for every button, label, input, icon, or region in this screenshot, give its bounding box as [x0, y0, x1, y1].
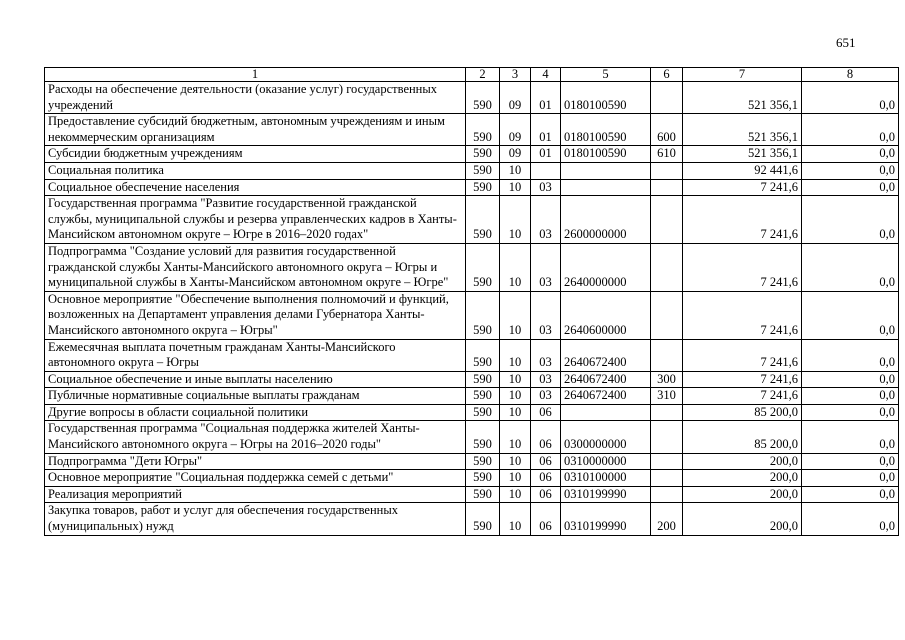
column-number-row [45, 68, 899, 82]
cell-amount: 7 241,6 [683, 371, 802, 388]
cell-target-article: 2640600000 [561, 291, 651, 339]
cell-target-article: 0310100000 [561, 470, 651, 487]
cell-target-article: 0180100590 [561, 114, 651, 146]
cell-amount-2: 0,0 [802, 470, 899, 487]
table-row [45, 388, 899, 405]
cell-amount: 521 356,1 [683, 82, 802, 114]
table-row [45, 243, 899, 291]
row-description: Государственная программа "Развитие государственной гражданской службы, муниципальной службы и резерва управленческих кадров в Ханты-Мансийском автономном округе – Югре в 2016–2020 годах" [45, 196, 466, 244]
cell-subsection: 06 [531, 404, 561, 421]
cell-code: 590 [466, 453, 500, 470]
cell-target-article: 0180100590 [561, 146, 651, 163]
cell-subsection: 01 [531, 114, 561, 146]
column-number: 1 [45, 68, 466, 82]
cell-amount-2: 0,0 [802, 371, 899, 388]
cell-expense-type [651, 196, 683, 244]
cell-code: 590 [466, 243, 500, 291]
row-description: Подпрограмма "Дети Югры" [45, 453, 466, 470]
cell-expense-type [651, 453, 683, 470]
budget-table [44, 67, 899, 536]
cell-amount: 7 241,6 [683, 243, 802, 291]
row-description: Социальное обеспечение населения [45, 179, 466, 196]
cell-amount-2: 0,0 [802, 114, 899, 146]
cell-amount: 7 241,6 [683, 291, 802, 339]
cell-amount-2: 0,0 [802, 421, 899, 453]
row-description: Субсидии бюджетным учреждениям [45, 146, 466, 163]
cell-target-article [561, 404, 651, 421]
cell-subsection: 03 [531, 243, 561, 291]
cell-expense-type [651, 486, 683, 503]
table-row [45, 162, 899, 179]
cell-amount: 200,0 [683, 486, 802, 503]
cell-expense-type [651, 291, 683, 339]
cell-section: 09 [500, 114, 531, 146]
cell-expense-type [651, 243, 683, 291]
cell-amount: 200,0 [683, 470, 802, 487]
cell-amount: 521 356,1 [683, 114, 802, 146]
cell-amount-2: 0,0 [802, 146, 899, 163]
row-description: Другие вопросы в области социальной политики [45, 404, 466, 421]
table-row [45, 470, 899, 487]
cell-amount: 7 241,6 [683, 196, 802, 244]
cell-expense-type: 200 [651, 503, 683, 535]
cell-amount: 521 356,1 [683, 146, 802, 163]
cell-expense-type: 310 [651, 388, 683, 405]
cell-code: 590 [466, 470, 500, 487]
column-number: 2 [466, 68, 500, 82]
cell-amount: 85 200,0 [683, 421, 802, 453]
table-row [45, 453, 899, 470]
cell-code: 590 [466, 404, 500, 421]
cell-subsection: 06 [531, 453, 561, 470]
table-row [45, 291, 899, 339]
cell-amount-2: 0,0 [802, 243, 899, 291]
cell-code: 590 [466, 146, 500, 163]
cell-subsection: 06 [531, 503, 561, 535]
cell-code: 590 [466, 486, 500, 503]
cell-section: 10 [500, 486, 531, 503]
cell-section: 10 [500, 453, 531, 470]
cell-code: 590 [466, 503, 500, 535]
cell-expense-type [651, 421, 683, 453]
cell-subsection [531, 162, 561, 179]
cell-amount-2: 0,0 [802, 179, 899, 196]
row-description: Основное мероприятие "Обеспечение выполнения полномочий и функций, возложенных на Департамент управления делами Губернатора Ханты-Мансийского автономного округа – Югры" [45, 291, 466, 339]
cell-section: 10 [500, 179, 531, 196]
cell-subsection: 03 [531, 196, 561, 244]
cell-target-article: 0300000000 [561, 421, 651, 453]
cell-amount: 200,0 [683, 503, 802, 535]
page-number: 651 [836, 35, 856, 50]
cell-subsection: 01 [531, 146, 561, 163]
cell-subsection: 03 [531, 339, 561, 371]
cell-amount-2: 0,0 [802, 404, 899, 421]
cell-amount-2: 0,0 [802, 486, 899, 503]
cell-code: 590 [466, 114, 500, 146]
table-row [45, 371, 899, 388]
cell-target-article: 0310199990 [561, 486, 651, 503]
cell-code: 590 [466, 82, 500, 114]
cell-section: 10 [500, 339, 531, 371]
row-description: Подпрограмма "Создание условий для развития государственной гражданской службы Ханты-Мансийского автономного округа – Югры и муниципальной службы в Ханты-Мансийском автономном округе – Югре" [45, 243, 466, 291]
cell-amount-2: 0,0 [802, 82, 899, 114]
cell-amount-2: 0,0 [802, 196, 899, 244]
table-row [45, 404, 899, 421]
row-description: Реализация мероприятий [45, 486, 466, 503]
table-row [45, 179, 899, 196]
cell-section: 10 [500, 196, 531, 244]
cell-target-article: 2640672400 [561, 371, 651, 388]
cell-code: 590 [466, 371, 500, 388]
cell-amount-2: 0,0 [802, 453, 899, 470]
cell-code: 590 [466, 162, 500, 179]
cell-section: 09 [500, 82, 531, 114]
cell-target-article: 2600000000 [561, 196, 651, 244]
cell-amount: 92 441,6 [683, 162, 802, 179]
cell-target-article: 2640000000 [561, 243, 651, 291]
cell-target-article [561, 179, 651, 196]
row-description: Государственная программа "Социальная поддержка жителей Ханты-Мансийского автономного округа – Югры на 2016–2020 годы" [45, 421, 466, 453]
cell-code: 590 [466, 421, 500, 453]
cell-subsection: 06 [531, 470, 561, 487]
column-number: 7 [683, 68, 802, 82]
table-body [45, 82, 899, 536]
cell-amount-2: 0,0 [802, 503, 899, 535]
cell-amount-2: 0,0 [802, 291, 899, 339]
row-description: Публичные нормативные социальные выплаты гражданам [45, 388, 466, 405]
column-number: 6 [651, 68, 683, 82]
table-row [45, 114, 899, 146]
cell-expense-type [651, 404, 683, 421]
cell-amount: 200,0 [683, 453, 802, 470]
cell-target-article [561, 162, 651, 179]
cell-expense-type [651, 470, 683, 487]
cell-section: 10 [500, 470, 531, 487]
cell-section: 10 [500, 388, 531, 405]
cell-code: 590 [466, 388, 500, 405]
cell-section: 09 [500, 146, 531, 163]
cell-section: 10 [500, 162, 531, 179]
table-row [45, 82, 899, 114]
cell-target-article: 2640672400 [561, 388, 651, 405]
cell-code: 590 [466, 339, 500, 371]
cell-subsection: 06 [531, 486, 561, 503]
cell-subsection: 03 [531, 179, 561, 196]
table-row [45, 421, 899, 453]
column-number: 4 [531, 68, 561, 82]
cell-amount: 7 241,6 [683, 388, 802, 405]
cell-code: 590 [466, 179, 500, 196]
cell-expense-type: 600 [651, 114, 683, 146]
row-description: Основное мероприятие "Социальная поддержка семей с детьми" [45, 470, 466, 487]
row-description: Расходы на обеспечение деятельности (оказание услуг) государственных учреждений [45, 82, 466, 114]
table-row [45, 339, 899, 371]
column-number: 3 [500, 68, 531, 82]
cell-expense-type [651, 162, 683, 179]
cell-section: 10 [500, 243, 531, 291]
cell-section: 10 [500, 421, 531, 453]
cell-section: 10 [500, 404, 531, 421]
cell-target-article: 0310000000 [561, 453, 651, 470]
row-description: Социальная политика [45, 162, 466, 179]
column-number: 8 [802, 68, 899, 82]
cell-subsection: 03 [531, 371, 561, 388]
row-description: Социальное обеспечение и иные выплаты населению [45, 371, 466, 388]
cell-subsection: 03 [531, 388, 561, 405]
cell-target-article: 2640672400 [561, 339, 651, 371]
cell-subsection: 06 [531, 421, 561, 453]
cell-expense-type [651, 82, 683, 114]
cell-code: 590 [466, 291, 500, 339]
cell-amount: 7 241,6 [683, 179, 802, 196]
cell-section: 10 [500, 371, 531, 388]
cell-subsection: 03 [531, 291, 561, 339]
row-description: Ежемесячная выплата почетным гражданам Ханты-Мансийского автономного округа – Югры [45, 339, 466, 371]
row-description: Закупка товаров, работ и услуг для обеспечения государственных (муниципальных) нужд [45, 503, 466, 535]
cell-amount: 7 241,6 [683, 339, 802, 371]
cell-section: 10 [500, 291, 531, 339]
cell-expense-type [651, 339, 683, 371]
cell-amount-2: 0,0 [802, 339, 899, 371]
cell-expense-type: 300 [651, 371, 683, 388]
table-row [45, 503, 899, 535]
cell-subsection: 01 [531, 82, 561, 114]
row-description: Предоставление субсидий бюджетным, автономным учреждениям и иным некоммерческим организациям [45, 114, 466, 146]
cell-code: 590 [466, 196, 500, 244]
cell-target-article: 0310199990 [561, 503, 651, 535]
cell-expense-type [651, 179, 683, 196]
cell-amount: 85 200,0 [683, 404, 802, 421]
cell-amount-2: 0,0 [802, 162, 899, 179]
table-row [45, 146, 899, 163]
table-row [45, 196, 899, 244]
cell-expense-type: 610 [651, 146, 683, 163]
cell-target-article: 0180100590 [561, 82, 651, 114]
column-number: 5 [561, 68, 651, 82]
cell-section: 10 [500, 503, 531, 535]
table-row [45, 486, 899, 503]
cell-amount-2: 0,0 [802, 388, 899, 405]
